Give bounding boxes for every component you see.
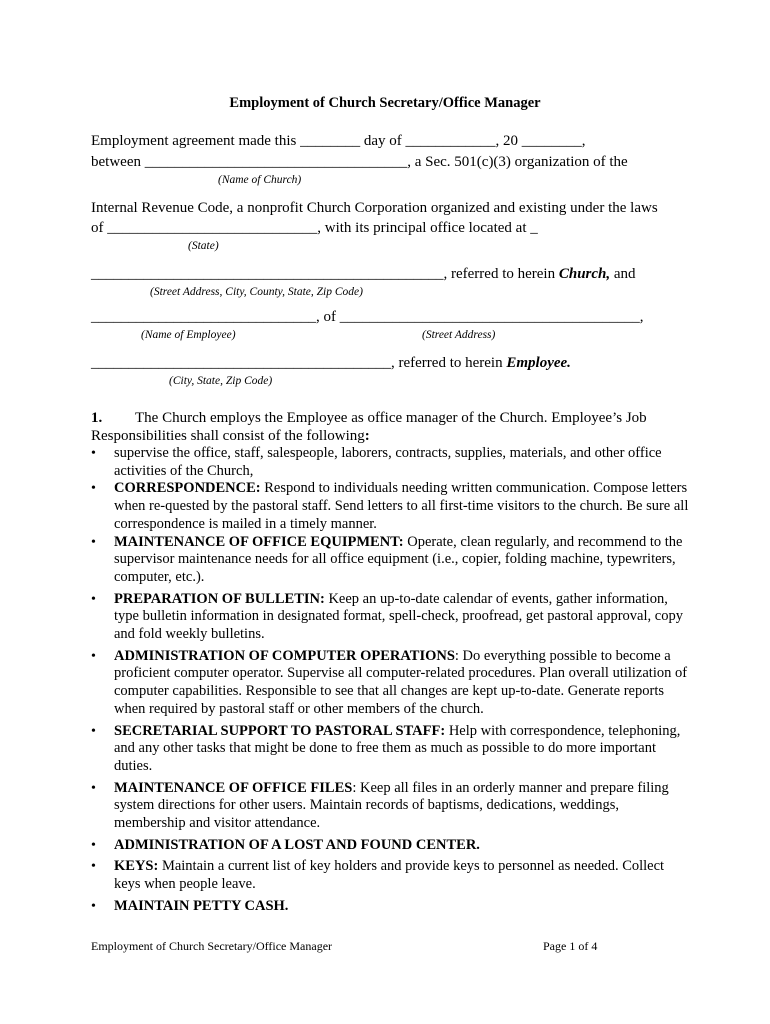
list-item: [91, 780, 691, 833]
caption-city-state-zip: (City, State, Zip Code): [169, 375, 273, 387]
list-item-text: Help with correspondence, telephoning, and any other tasks that might be done to free them as much as possible to do more important duties.: [114, 722, 681, 774]
list-item-label: PREPARATION OF BULLETIN:: [114, 590, 325, 607]
footer-title: Employment of Church Secretary/Office Manager: [91, 939, 333, 953]
document-title: Employment of Church Secretary/Office Manager: [229, 95, 541, 111]
agreement-line-2: between ___________________________________, a Sec. 501(c)(3) organization of the: [91, 154, 628, 170]
list-item-text: Maintain a current list of key holders and provide keys to personnel as needed. Collect keys when people leave.: [114, 858, 665, 893]
caption-street-city: (Street Address, City, County, State, Zip Code): [150, 286, 363, 298]
line-5-prefix: _______________________________________________, referred to herein: [91, 266, 559, 282]
list-item-label: MAINTENANCE OF OFFICE FILES: [114, 779, 353, 796]
bullet-icon: •: [91, 481, 96, 497]
list-item-label: MAINTAIN PETTY CASH.: [114, 897, 289, 914]
term-church: Church,: [558, 266, 611, 282]
list-item-label: ADMINISTRATION OF A LOST AND FOUND CENTER.: [114, 836, 480, 853]
list-item: [91, 837, 691, 855]
list-item: [91, 591, 691, 644]
list-item-label: MAINTENANCE OF OFFICE EQUIPMENT:: [114, 533, 404, 550]
list-item: [91, 480, 691, 533]
list-item-label: SECRETARIAL SUPPORT TO PASTORAL STAFF:: [114, 722, 446, 739]
bullet-icon: •: [91, 780, 96, 796]
bullet-icon: •: [91, 837, 96, 853]
list-item-text: : Do everything possible to become a proficient computer operator. Supervise all computer-related procedures. Plan overall utilization of computer capabilities. Responsible to see that all changes are kept up-to-date. Generate reports when required by pastoral staff or other members of the church.: [114, 647, 688, 717]
bullet-icon: •: [91, 859, 96, 875]
bullet-icon: •: [91, 898, 96, 914]
caption-name-of-employee: (Name of Employee): [141, 329, 236, 341]
section-1-number: 1.: [91, 410, 103, 426]
section-1-text: The Church employs the Employee as office manager of the Church. Employee’s Job Responsibilities shall consist of the following: [91, 410, 647, 444]
agreement-line-3: Internal Revenue Code, a nonprofit Church Corporation organized and existing under the laws: [91, 200, 658, 216]
list-item-text: Respond to individuals needing written communication. Compose letters when re-quested by the pastoral staff. Send letters to all first-time visitors to the church. Be sure all correspondence is mailed in a timely manner.: [114, 480, 689, 532]
list-item-label: KEYS:: [114, 858, 159, 875]
section-1-paragraph: [91, 409, 691, 445]
bullet-icon: •: [91, 723, 96, 739]
list-item-text: Operate, clean regularly, and recommend to the supervisor maintenance needs for all office equipment (i.e., copier, folding machine, typewriters, computer, etc.).: [114, 533, 683, 585]
section-1-colon: :: [364, 428, 370, 444]
caption-name-of-church: (Name of Church): [218, 174, 302, 186]
caption-state: (State): [188, 240, 219, 252]
list-item: [91, 445, 691, 480]
list-item: [91, 858, 691, 893]
list-item: [91, 534, 691, 587]
agreement-line-1: Employment agreement made this ________ day of ____________, 20 ________,: [91, 133, 586, 149]
agreement-line-6: ______________________________, of ________________________________________,: [91, 309, 644, 325]
bullet-icon: •: [91, 446, 96, 461]
list-item-text: supervise the office, staff, salespeople, laborers, contracts, supplies, materials, and other office activities of the Church,: [114, 445, 662, 479]
agreement-line-7: [91, 354, 571, 372]
bullet-icon: •: [91, 591, 96, 607]
caption-street-address: (Street Address): [422, 329, 496, 341]
agreement-line-5: [91, 265, 636, 283]
list-item-label: ADMINISTRATION OF COMPUTER OPERATIONS: [114, 647, 455, 664]
line-7-prefix: ________________________________________, referred to herein: [91, 355, 507, 371]
list-item-label: CORRESPONDENCE:: [114, 480, 261, 497]
line-5-suffix: and: [610, 266, 636, 282]
agreement-line-4: of ____________________________, with its principal office located at _: [91, 220, 538, 236]
bullet-icon: •: [91, 648, 96, 664]
list-item-text: : Keep all files in an orderly manner and prepare filing system directions for other users. Maintain records of baptisms, dedications, weddings, membership and visitor attendance.: [114, 779, 669, 832]
term-employee: Employee.: [506, 355, 571, 371]
footer-page-number: Page 1 of 4: [543, 939, 598, 953]
list-item: [91, 898, 691, 916]
responsibilities-list: [91, 445, 691, 920]
list-item-text: Keep an up-to-date calendar of events, gather information, type bulletin information in designated format, spell-check, proofread, get pastoral approval, copy and fold weekly bulletins.: [114, 590, 683, 643]
bullet-icon: •: [91, 534, 96, 550]
list-item: [91, 648, 691, 719]
list-item: [91, 723, 691, 776]
